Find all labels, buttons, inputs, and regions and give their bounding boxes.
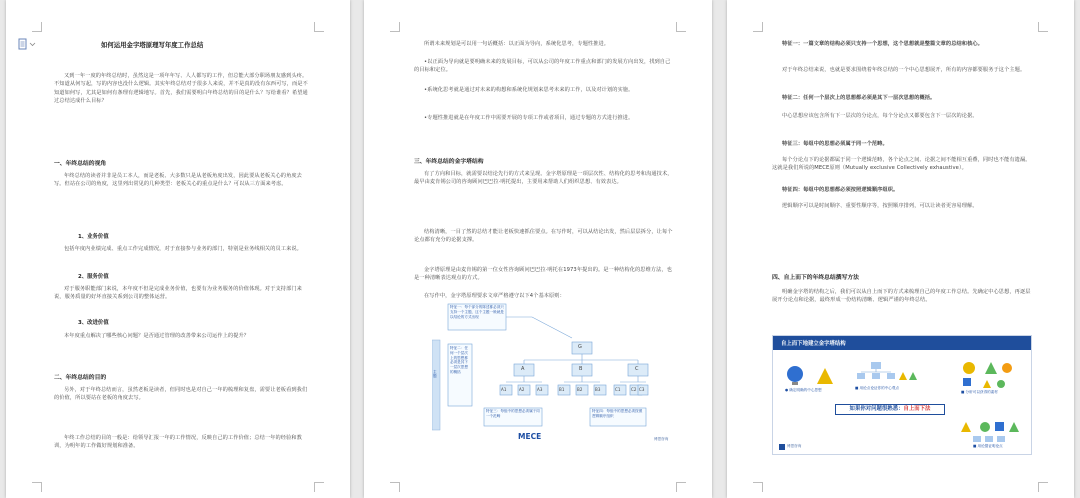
section-3-body: 有了方向和目标，就需要以结论先行的方式来呈现。金字塔原理是一项层次性、结构化的思考和沟通技术，最早由麦肯锡公司的咨询顾问巴巴拉·明托提出，主要用来帮助人们组织思想、有效表达。 [414,171,673,186]
figure-step: ■ 分析可以获得的素材 [961,390,998,394]
crop-mark [390,482,400,492]
feature-item: 特征一：一篇文章的结构必须只支持一个思想，这个思想就是整篇文章的总结和核心。 [782,41,983,47]
crop-mark [390,22,400,32]
circle-shape [1002,363,1012,373]
section-1-body: 年终总结的读者并非是员工本人，而是老板、大多数只是从老板角度出发，因此要从老板关心的角度去写。但站在公司的角度，这里列出常见的几种类型：老板关心的重点是什么？可以从三方面来考虑。 [54,173,302,188]
tree-node [985,436,993,442]
crop-mark [314,482,324,492]
crop-mark [32,22,42,32]
circle-shape [997,380,1005,388]
pyramid-diagram [432,300,650,440]
feature-item: 中心思想应该包含所有下一层次的分论点，每个分论点又都要包含下一层次的论据。 [782,113,978,119]
square-shape [963,378,971,386]
feature-item: 每个分论点下的论据都属于同一个逻辑范畴，各个论点之间、论据之间不能相互重叠，同时也不能有遗漏。这就是我们所说的MECE原则（Mutually exclusive Collectively exhaustive）。 [772,157,1031,172]
figure-graphic [773,336,1033,456]
figure-title: 自上而下地建立金字塔结构 [781,341,846,347]
crop-mark [753,22,763,32]
figure-step: ■ 用论据证明论点 [973,444,1003,448]
crop-mark [314,22,324,32]
section-2-body-2: 年终工作总结的目的一般是：给领导汇报一年的工作情况，反映自己的工作价值；总结一年的经验和教训，为明年的工作做好规划和准备。 [54,435,302,450]
top-down-figure [772,335,1032,455]
tree-node [973,436,981,442]
document-options-icon[interactable] [18,38,40,50]
side-label: 主题 [433,370,437,379]
node-label: A1 [501,387,507,392]
page-title: 如何运用金字塔原理写年度工作总结 [101,41,204,49]
callout-text: 特征三：每组中的思想必须属于同一个范畴 [486,409,540,418]
node-label: B1 [559,387,565,392]
callout-text: 特征一：每个部分的陈述都必须只支持一个主题，这个主题一般就是以结论的方式出现 [450,305,504,319]
node-label: C3 [639,387,645,392]
crop-mark [676,22,686,32]
section-3-body-4: 在写作中，金字塔原理要求文章严格遵守以下4个基本原则： [424,293,565,299]
tree-node [872,373,880,379]
section-heading-1: 一、年终总结的视角 [54,161,107,167]
crop-mark [1038,482,1048,492]
bullet-item: •专题性推进就是在年度工作中需要开展的专项工作或者项目，通过专题的方式进行推进。 [424,115,634,121]
circle-shape [963,362,975,374]
node-label: C2 [631,387,637,392]
banner-highlight: 自上而下法 [903,406,931,412]
section-heading-4: 四、自上而下的年终总结撰写方法 [772,275,859,281]
node-label: B2 [577,387,583,392]
business-value-body: 包括年度内业绩完成、重点工作完成情况，对于直接参与业务的部门，特别是业务线相关的员工来说。 [64,246,302,252]
banner-prefix: 如果你对问题很熟悉： [849,406,904,412]
section-4-body: 明确金字塔的结构之后，我们可以从自上而下的方式来梳理自己的年度工作总结。先确定中心思想，再逐层展开分论点和论据，最终形成一份结构清晰、逻辑严谨的年终总结。 [772,289,1031,304]
section-heading-3: 三、年终总结的金字塔结构 [414,159,484,165]
bullet-item: •以正面为导向就是要明确未来的发展目标，可以从公司的年度工作重点和部门的发展方向出发，找到自己的目标和定位。 [414,59,671,74]
triangle-shape [961,422,971,432]
feature-item: 逻辑顺序可以是时间顺序、重要性顺序等，按照顺序排列，可以让读者更容易理解。 [782,203,978,209]
document-page-3 [727,0,1074,498]
pyramid-triangle [817,368,833,384]
service-value-body: 对于服务职能部门来说，本年度不但是完成业务价值，也要有为业务服务的价值体现。对于支持部门来说，服务质量的好坏直接关系到公司的整体运营。 [54,286,302,301]
improvement-value-body: 本年度重点解决了哪些核心问题？是否通过管理的改善带来公司运作上的提升？ [64,333,250,339]
intro-paragraph: 又到一年一度的年终总结时，虽然这是一项年年写、人人都写的工作，但总能大部分职场朋友感到头疼。不知道从何写起，写的内容也没什么逻辑。其实年终总结对于很多人来说，并不是真的没有东西可写，而是不知道如何写，尤其是如何有条理有逻辑地写。首先，我们需要明白年终总结的目的是什么？写给谁看？希望通过总结达成什么目标？ [54,73,308,105]
crop-mark [676,482,686,492]
logo-mark [779,444,785,450]
connector-line [506,317,572,338]
lightbulb-base [792,382,798,385]
method-banner [835,404,945,415]
side-bracket [432,340,440,430]
section-3-body-3: 金字塔原理是由麦肯锡的第一位女性咨询顾问巴巴拉·明托在1973年提出的。是一种结构化的思维方法，也是一种清晰表达观点的方式。 [414,267,673,282]
callout-text: 特征四：每组中的思想必须按照逻辑顺序组织 [592,409,643,418]
tree-node [857,373,865,379]
tree-node [871,362,881,369]
feature-item: 特征二：任何一个层次上的思想都必须是其下一层次思想的概括。 [782,95,936,101]
feature-item: 特征四：每组中的思想都必须按照逻辑顺序组织。 [782,187,899,193]
document-page-1 [6,0,350,498]
callout-text: 特征二：任何一个层次上的思想都必须是其下一层次思想的概括 [450,346,468,374]
node-label: A [521,366,525,372]
node-label: B [579,366,583,372]
brand-logo: 博思咨询 [787,444,802,448]
node-label: A2 [519,387,525,392]
subheading-business-value: 1、业务价值 [78,234,109,240]
tree-node [887,373,895,379]
section-2-body: 另外，对于年终总结而言，虽然老板是读者，但同时也是对自己一年的梳理和复盘，需要让老板看到我们的价值，所以要站在老板的角度去写。 [54,387,308,402]
crop-mark [1038,22,1048,32]
node-label: C [635,366,639,372]
crop-mark [753,482,763,492]
square-shape [995,422,1004,431]
section-heading-2: 二、年终总结的目的 [54,375,107,381]
bullet-item: •系统化思考就是通过对未来的构想和系统化规划来思考未来的工作，以及对计划的实施。 [424,87,634,93]
figure-step: ● 确定明确的中心思想 [785,388,822,392]
lightbulb-icon [787,366,803,382]
diagram-caption: MECE [518,432,542,441]
tree-node [997,436,1005,442]
feature-item: 对于年终总结来说，也就是要求围绕着年终总结的一个中心思想展开，所有的内容都要服务于这个主题。 [782,67,1026,73]
document-page-2 [364,0,712,498]
node-label: G [578,344,582,350]
triangle-shape [1009,422,1019,432]
subheading-improvement-value: 3、改进价值 [78,320,109,326]
circle-shape [980,422,990,432]
triangle-shape [899,372,907,380]
triangle-shape [985,362,997,374]
node-box [572,342,592,354]
section-3-body-2: 结构清晰，一目了然的总结才能让老板快速抓住要点。在写作时，可以从结论出发，然后层层拆分，让每个论点都有充分的论据支撑。 [414,229,673,244]
triangle-shape [909,372,917,380]
node-label: C1 [615,387,621,392]
node-label: B3 [595,387,601,392]
figure-step: ■ 用论点论证你的中心观点 [855,386,900,390]
plan-summary-paragraph: 所谓未来规划是可以用一句话概括：以正面为导向，系统化思考，专题性推进。 [424,41,610,47]
feature-item: 特征三：每组中的思想必须属于同一个范畴。 [782,141,888,147]
brand-logo: 博思咨询 [654,437,669,441]
subheading-service-value: 2、服务价值 [78,274,109,280]
crop-mark [32,482,42,492]
node-label: A3 [537,387,543,392]
triangle-shape [983,380,991,388]
